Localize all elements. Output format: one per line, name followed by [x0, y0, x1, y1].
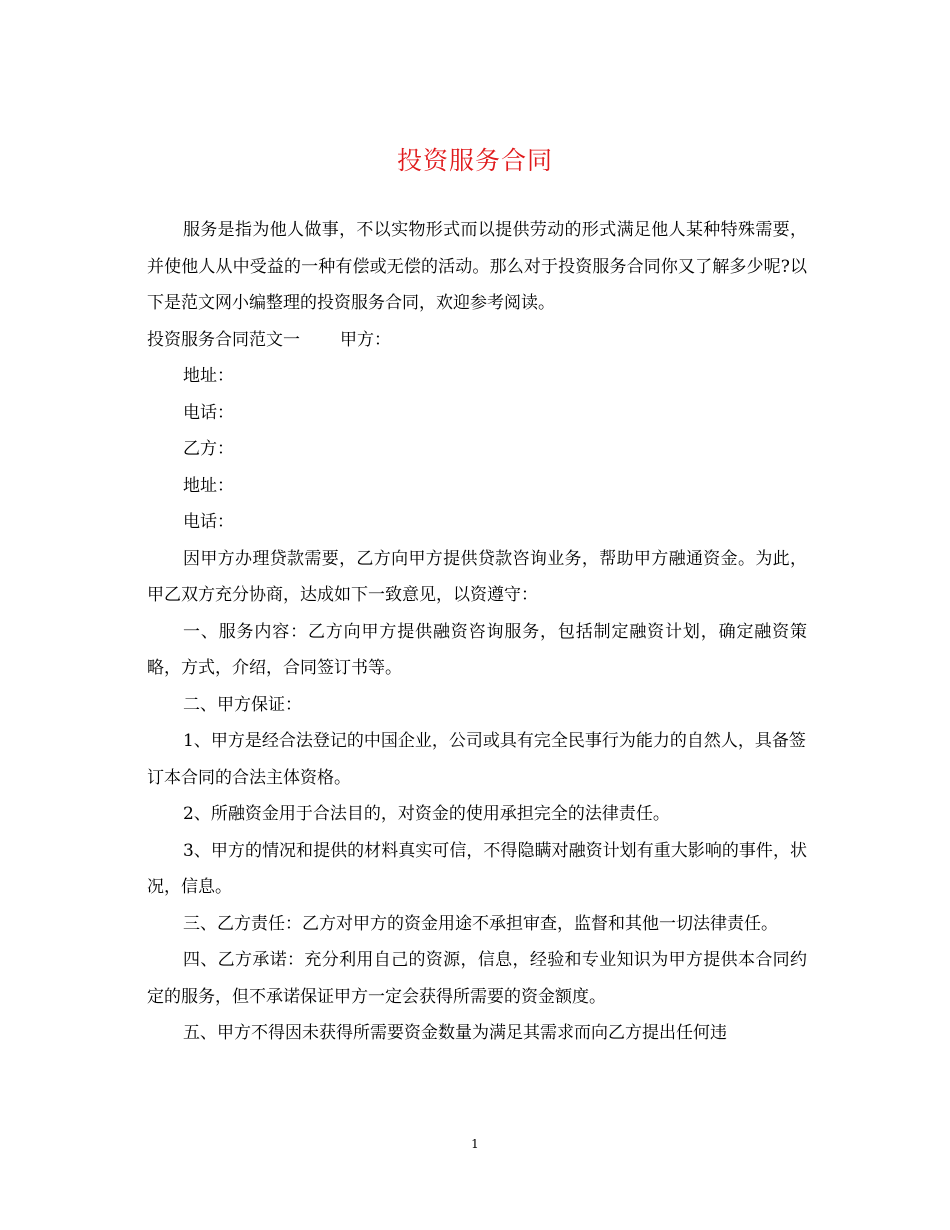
sample-heading: 投资服务合同范文一 — [147, 329, 300, 350]
clause-party-a-guarantee: 二、甲方保证： — [183, 694, 302, 715]
party-a-label: 甲方： — [340, 329, 391, 350]
clause-service-content: 一、服务内容：乙方向甲方提供融资咨询服务，包括制定融资计划，确定融资策略，方式，介绍，合同签订书等。 — [147, 621, 807, 678]
clause-preamble: 因甲方办理贷款需要，乙方向甲方提供贷款咨询业务，帮助甲方融通资金。为此，甲乙双方充分协商，达成如下一致意见，以资遵守： — [147, 548, 807, 605]
clause-party-b-responsibility: 三、乙方责任：乙方对甲方的资金用途不承担审查，监督和其他一切法律责任。 — [183, 913, 778, 934]
guarantee-item-3: 3、甲方的情况和提供的材料真实可信，不得隐瞒对融资计划有重大影响的事件，状况，信息。 — [147, 840, 807, 897]
document-body — [147, 212, 807, 1052]
party-a-phone: 电话： — [183, 402, 234, 423]
guarantee-item-2: 2、所融资金用于合法目的，对资金的使用承担完全的法律责任。 — [183, 804, 670, 824]
sample-heading-line — [147, 322, 807, 359]
guarantee-item-1: 1、甲方是经合法登记的中国企业，公司或具有完全民事行为能力的自然人，具备签订本合同的合法主体资格。 — [147, 731, 806, 788]
party-b-label: 乙方： — [183, 439, 234, 459]
party-b-address: 地址： — [183, 475, 234, 496]
clause-five: 五、甲方不得因未获得所需要资金数量为满足其需求而向乙方提出任何违 — [183, 1023, 727, 1043]
page-number: 1 — [471, 1137, 479, 1151]
clause-party-b-commitment: 四、乙方承诺：充分利用自己的资源，信息，经验和专业知识为甲方提供本合同约定的服务，但不承诺保证甲方一定会获得所需要的资金额度。 — [147, 950, 807, 1007]
intro-paragraph: 服务是指为他人做事，不以实物形式而以提供劳动的形式满足他人某种特殊需要，并使他人从中受益的一种有偿或无偿的活动。那么对于投资服务合同你又了解多少呢?以下是范文网小编整理的投资服务合同，欢迎参考阅读。 — [147, 220, 807, 313]
party-a-address: 地址： — [183, 366, 234, 386]
document-title: 投资服务合同 — [396, 146, 553, 175]
party-b-phone: 电话： — [183, 512, 234, 532]
